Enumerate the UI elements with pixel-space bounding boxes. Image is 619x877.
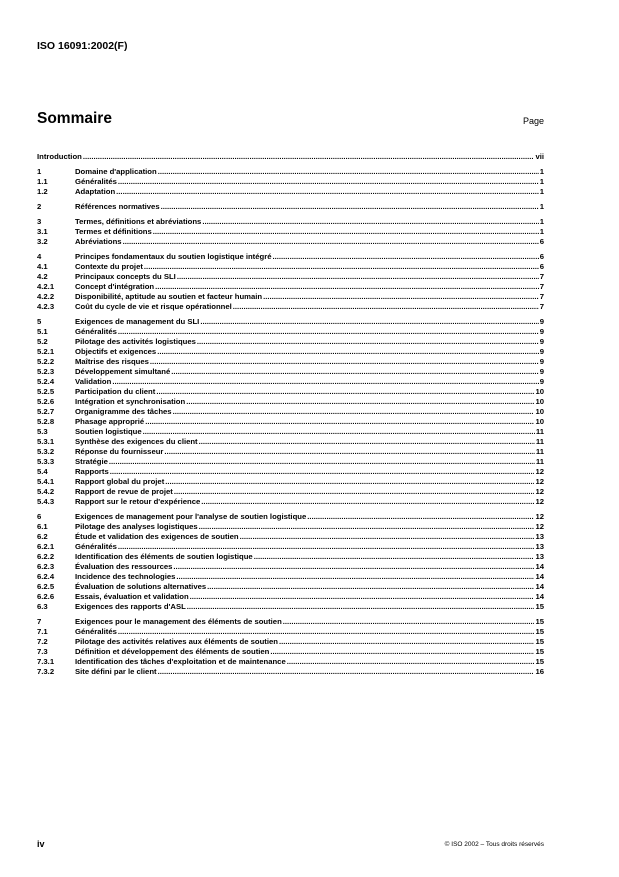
toc-leader-dots: [150, 357, 539, 367]
toc-leader-dots: [233, 302, 539, 312]
toc-entry-number: 5.2.5: [37, 387, 55, 396]
toc-entry-page: 14: [535, 582, 544, 591]
toc-leader-dots: [155, 282, 539, 292]
toc-leader-dots: [109, 457, 535, 467]
toc-entry-title: Pilotage des activités relatives aux éléments de soutien: [75, 637, 278, 646]
toc-entry-page: 15: [535, 602, 544, 611]
toc-leader-dots: [173, 562, 534, 572]
toc-entry-number: 6: [37, 512, 42, 521]
toc-entry-number: 7: [37, 617, 42, 626]
toc-entry[interactable]: [37, 407, 544, 417]
toc-entry-page: 15: [535, 637, 544, 646]
toc-entry-title: Adaptation: [75, 187, 116, 196]
toc-entry-number: 5.3: [37, 427, 48, 436]
toc-entry-number: 4.2.1: [37, 282, 55, 291]
toc-entry[interactable]: [37, 562, 544, 572]
toc-entry-title: Réponse du fournisseur: [75, 447, 164, 456]
toc-entry-page: 11: [535, 457, 544, 466]
toc-entry-title: Rapport global du projet: [75, 477, 165, 486]
toc-leader-dots: [123, 237, 539, 247]
toc-entry-page: 9: [539, 337, 544, 346]
toc-entry-number: 6.2.4: [37, 572, 55, 581]
toc-leader-dots: [307, 512, 534, 522]
toc-entry-title: Développement simultané: [75, 367, 171, 376]
toc-entry-number: 6.2.2: [37, 552, 55, 561]
toc-entry-title: Évaluation des ressources: [75, 562, 173, 571]
toc-entry-title: Concept d'intégration: [75, 282, 155, 291]
toc-entry-page: 12: [535, 477, 544, 486]
toc-leader-dots: [110, 467, 535, 477]
toc-entry-number: 3.2: [37, 237, 48, 246]
toc-leader-dots: [173, 407, 535, 417]
toc-entry-number: 6.2.1: [37, 542, 55, 551]
toc-entry-number: 5.3.2: [37, 447, 55, 456]
toc-entry-number: 5.3.3: [37, 457, 55, 466]
toc-leader-dots: [287, 657, 535, 667]
toc-entry-number: 6.2.6: [37, 592, 55, 601]
toc-entry[interactable]: [37, 217, 544, 227]
toc-entry-number: 5: [37, 317, 42, 326]
toc-entry[interactable]: [37, 582, 544, 592]
toc-entry-title: Rapport de revue de projet: [75, 487, 173, 496]
toc-entry-page: 10: [535, 407, 544, 416]
toc-entry-title: Références normatives: [75, 202, 160, 211]
toc-entry-title: Étude et validation des exigences de soutien: [75, 532, 239, 541]
toc-entry[interactable]: [37, 497, 544, 507]
toc-entry[interactable]: [37, 542, 544, 552]
toc-leader-dots: [176, 572, 534, 582]
toc-entry-page: 12: [535, 522, 544, 531]
toc-leader-dots: [199, 437, 535, 447]
toc-entry-title: Objectifs et exigences: [75, 347, 157, 356]
toc-entry-page: 9: [539, 367, 544, 376]
toc-entry-title: Stratégie: [75, 457, 108, 466]
toc-entry[interactable]: [37, 457, 544, 467]
toc-entry-number: 5.2.6: [37, 397, 55, 406]
toc-entry-number: 6.2: [37, 532, 48, 541]
toc-leader-dots: [165, 477, 534, 487]
toc-leader-dots: [186, 397, 534, 407]
toc-entry-page: 14: [535, 572, 544, 581]
toc-entry-number: 5.2.4: [37, 377, 55, 386]
toc-leader-dots: [207, 582, 534, 592]
toc-leader-dots: [116, 187, 539, 197]
toc-entry[interactable]: [37, 292, 544, 302]
toc-entry[interactable]: [37, 317, 544, 327]
toc-leader-dots: [143, 427, 535, 437]
toc-entry-page: 10: [535, 397, 544, 406]
toc-entry-number: 7.3.2: [37, 667, 55, 676]
toc-entry[interactable]: [37, 602, 544, 612]
toc-leader-dots: [200, 317, 538, 327]
toc-leader-dots: [118, 327, 539, 337]
toc-entry-title: Généralités: [75, 177, 117, 186]
toc-entry-title: Disponibilité, aptitude au soutien et facteur humain: [75, 292, 263, 301]
toc-entry-title: Introduction: [37, 152, 82, 161]
toc-entry[interactable]: [37, 427, 544, 437]
toc-entry[interactable]: [37, 647, 544, 657]
toc-entry[interactable]: [37, 237, 544, 247]
toc-entry[interactable]: [37, 487, 544, 497]
toc-entry-title: Exigences pour le management des éléments de soutien: [75, 617, 282, 626]
toc-entry-page: 15: [535, 627, 544, 636]
toc-entry-number: 5.4.3: [37, 497, 55, 506]
toc-entry-title: Abréviations: [75, 237, 122, 246]
toc-entry[interactable]: [37, 357, 544, 367]
toc-leader-dots: [283, 617, 535, 627]
toc-leader-dots: [161, 202, 539, 212]
toc-entry-title: Définition et développement des éléments de soutien: [75, 647, 270, 656]
toc-entry-page: 6: [539, 252, 544, 261]
toc-leader-dots: [145, 417, 534, 427]
toc-entry-title: Évaluation de solutions alternatives: [75, 582, 207, 591]
toc-entry-page: 11: [535, 437, 544, 446]
toc-entry[interactable]: [37, 657, 544, 667]
toc-entry[interactable]: [37, 347, 544, 357]
toc-entry-number: 6.1: [37, 522, 48, 531]
toc-entry-number: 4.1: [37, 262, 48, 271]
toc-entry-page: 1: [539, 202, 544, 211]
toc-entry-page: 1: [539, 167, 544, 176]
toc-entry-page: 1: [539, 217, 544, 226]
toc-entry[interactable]: [37, 302, 544, 312]
toc-entry-title: Identification des tâches d'exploitation et de maintenance: [75, 657, 286, 666]
toc-entry[interactable]: [37, 467, 544, 477]
toc-entry-number: 5.2.7: [37, 407, 55, 416]
toc-leader-dots: [279, 637, 534, 647]
toc-entry-title: Domaine d'application: [75, 167, 157, 176]
toc-entry-number: 1.1: [37, 177, 48, 186]
toc-entry[interactable]: [37, 572, 544, 582]
toc-entry-number: 6.2.5: [37, 582, 55, 591]
toc-leader-dots: [177, 272, 539, 282]
toc-leader-dots: [197, 337, 539, 347]
toc-entry-number: 2: [37, 202, 42, 211]
toc-leader-dots: [118, 627, 535, 637]
toc-leader-dots: [112, 377, 538, 387]
toc-entry-page: 12: [535, 512, 544, 521]
toc-entry-title: Rapport sur le retour d'expérience: [75, 497, 201, 506]
footer-copyright: © ISO 2002 – Tous droits réservés: [444, 841, 544, 848]
toc-entry-title: Intégration et synchronisation: [75, 397, 186, 406]
toc-entry[interactable]: [37, 477, 544, 487]
toc-entry-page: 7: [539, 282, 544, 291]
toc-entry[interactable]: [37, 417, 544, 427]
toc-entry-title: Maîtrise des risques: [75, 357, 149, 366]
toc-entry[interactable]: [37, 447, 544, 457]
toc-entry-number: 7.3.1: [37, 657, 55, 666]
toc-entry-title: Pilotage des analyses logistiques: [75, 522, 198, 531]
toc-entry-title: Phasage approprié: [75, 417, 145, 426]
toc-entry-number: 6.2.3: [37, 562, 55, 571]
toc-leader-dots: [118, 177, 539, 187]
toc-entry-number: 5.1: [37, 327, 48, 336]
toc-entry-title: Généralités: [75, 327, 117, 336]
toc-leader-dots: [157, 347, 539, 357]
toc-entry-number: 4: [37, 252, 42, 261]
toc-entry[interactable]: [37, 227, 544, 237]
toc-entry[interactable]: [37, 202, 544, 212]
toc-entry-page: 9: [539, 327, 544, 336]
toc-leader-dots: [263, 292, 539, 302]
toc-leader-dots: [164, 447, 534, 457]
toc-entry-title: Incidence des technologies: [75, 572, 176, 581]
toc-entry-number: 5.2.1: [37, 347, 55, 356]
toc-entry-title: Participation du client: [75, 387, 156, 396]
toc-leader-dots: [118, 542, 535, 552]
table-of-contents: [37, 152, 544, 677]
toc-leader-dots: [199, 522, 535, 532]
toc-entry-number: 3.1: [37, 227, 48, 236]
toc-leader-dots: [174, 487, 535, 497]
toc-entry-title: Principes fondamentaux du soutien logistique intégré: [75, 252, 272, 261]
toc-entry[interactable]: [37, 367, 544, 377]
toc-entry-page: 1: [539, 187, 544, 196]
toc-entry-title: Rapports: [75, 467, 109, 476]
toc-entry-page: 14: [535, 562, 544, 571]
toc-leader-dots: [171, 367, 538, 377]
toc-entry-number: 4.2: [37, 272, 48, 281]
toc-entry-number: 5.2: [37, 337, 48, 346]
toc-entry-page: 9: [539, 317, 544, 326]
toc-entry-title: Identification des éléments de soutien logistique: [75, 552, 253, 561]
toc-entry-number: 4.2.2: [37, 292, 55, 301]
toc-leader-dots: [240, 532, 535, 542]
toc-entry-page: 9: [539, 347, 544, 356]
toc-entry[interactable]: [37, 627, 544, 637]
toc-entry[interactable]: [37, 272, 544, 282]
toc-entry[interactable]: [37, 337, 544, 347]
toc-leader-dots: [158, 167, 539, 177]
toc-entry-page: 9: [539, 357, 544, 366]
toc-entry-page: 13: [535, 552, 544, 561]
toc-entry-number: 5.4.2: [37, 487, 55, 496]
toc-entry[interactable]: [37, 187, 544, 197]
toc-entry-title: Contexte du projet: [75, 262, 143, 271]
toc-entry-number: 5.2.3: [37, 367, 55, 376]
toc-entry-number: 1.2: [37, 187, 48, 196]
toc-entry-title: Termes et définitions: [75, 227, 152, 236]
toc-leader-dots: [272, 252, 538, 262]
toc-entry-page: 7: [539, 272, 544, 281]
toc-entry-page: 15: [535, 657, 544, 666]
toc-entry-title: Site défini par le client: [75, 667, 157, 676]
toc-entry-page: 9: [539, 377, 544, 386]
toc-entry[interactable]: [37, 177, 544, 187]
toc-entry-title: Exigences des rapports d'ASL: [75, 602, 186, 611]
toc-entry-title: Synthèse des exigences du client: [75, 437, 198, 446]
toc-entry-number: 5.2.8: [37, 417, 55, 426]
toc-leader-dots: [254, 552, 535, 562]
toc-entry-title: Coût du cycle de vie et risque opérationnel: [75, 302, 232, 311]
toc-leader-dots: [187, 602, 535, 612]
toc-entry-title: Termes, définitions et abréviations: [75, 217, 202, 226]
toc-leader-dots: [83, 152, 535, 162]
toc-entry-title: Pilotage des activités logistiques: [75, 337, 196, 346]
toc-entry[interactable]: [37, 252, 544, 262]
toc-leader-dots: [158, 667, 535, 677]
toc-entry-page: 1: [539, 227, 544, 236]
toc-entry[interactable]: [37, 617, 544, 627]
toc-entry-number: 7.3: [37, 647, 48, 656]
toc-leader-dots: [190, 592, 535, 602]
toc-entry-number: 7.2: [37, 637, 48, 646]
toc-entry[interactable]: [37, 637, 544, 647]
toc-entry-number: 5.4: [37, 467, 48, 476]
toc-entry[interactable]: [37, 152, 544, 162]
toc-entry-page: 1: [539, 177, 544, 186]
toc-entry[interactable]: [37, 262, 544, 272]
toc-entry[interactable]: [37, 282, 544, 292]
toc-entry-title: Généralités: [75, 627, 117, 636]
toc-entry[interactable]: [37, 387, 544, 397]
toc-entry[interactable]: [37, 552, 544, 562]
toc-entry-page: 13: [535, 532, 544, 541]
toc-entry-title: Exigences de management pour l'analyse de soutien logistique: [75, 512, 307, 521]
toc-entry[interactable]: [37, 532, 544, 542]
toc-entry-page: 12: [535, 497, 544, 506]
toc-entry-title: Essais, évaluation et validation: [75, 592, 189, 601]
toc-entry-title: Validation: [75, 377, 112, 386]
toc-entry-page: 13: [535, 542, 544, 551]
toc-entry-number: 7.1: [37, 627, 48, 636]
toc-entry[interactable]: [37, 522, 544, 532]
toc-entry[interactable]: [37, 592, 544, 602]
toc-entry[interactable]: [37, 397, 544, 407]
toc-entry-title: Principaux concepts du SLI: [75, 272, 176, 281]
toc-entry-page: vii: [535, 152, 544, 161]
toc-entry-title: Organigramme des tâches: [75, 407, 172, 416]
toc-entry[interactable]: [37, 167, 544, 177]
toc-entry-page: 10: [535, 417, 544, 426]
toc-leader-dots: [153, 227, 539, 237]
toc-leader-dots: [144, 262, 539, 272]
toc-leader-dots: [202, 217, 538, 227]
toc-entry-page: 12: [535, 467, 544, 476]
toc-entry-page: 12: [535, 487, 544, 496]
toc-entry-page: 15: [535, 647, 544, 656]
document-id: ISO 16091:2002(F): [37, 40, 128, 52]
toc-entry-page: 6: [539, 262, 544, 271]
toc-entry-number: 1: [37, 167, 42, 176]
toc-entry-number: 3: [37, 217, 42, 226]
toc-entry-page: 11: [535, 447, 544, 456]
toc-entry[interactable]: [37, 437, 544, 447]
toc-entry-page: 7: [539, 302, 544, 311]
toc-entry-page: 6: [539, 237, 544, 246]
toc-entry-number: 5.4.1: [37, 477, 55, 486]
toc-entry[interactable]: [37, 327, 544, 337]
toc-entry-title: Exigences de management du SLI: [75, 317, 200, 326]
footer-page-number: iv: [37, 839, 45, 849]
toc-entry-page: 10: [535, 387, 544, 396]
toc-entry-number: 6.3: [37, 602, 48, 611]
page-title: Sommaire: [37, 110, 112, 127]
toc-leader-dots: [201, 497, 534, 507]
toc-entry[interactable]: [37, 377, 544, 387]
toc-entry-number: 4.2.3: [37, 302, 55, 311]
toc-entry-page: 11: [535, 427, 544, 436]
toc-entry-page: 16: [535, 667, 544, 676]
toc-entry-number: 5.2.2: [37, 357, 55, 366]
toc-entry[interactable]: [37, 512, 544, 522]
page-column-label: Page: [522, 116, 544, 126]
toc-entry[interactable]: [37, 667, 544, 677]
toc-leader-dots: [270, 647, 534, 657]
toc-entry-page: 7: [539, 292, 544, 301]
toc-leader-dots: [156, 387, 534, 397]
toc-entry-title: Généralités: [75, 542, 117, 551]
toc-entry-number: 5.3.1: [37, 437, 55, 446]
toc-entry-title: Soutien logistique: [75, 427, 142, 436]
toc-entry-page: 15: [535, 617, 544, 626]
toc-entry-page: 14: [535, 592, 544, 601]
